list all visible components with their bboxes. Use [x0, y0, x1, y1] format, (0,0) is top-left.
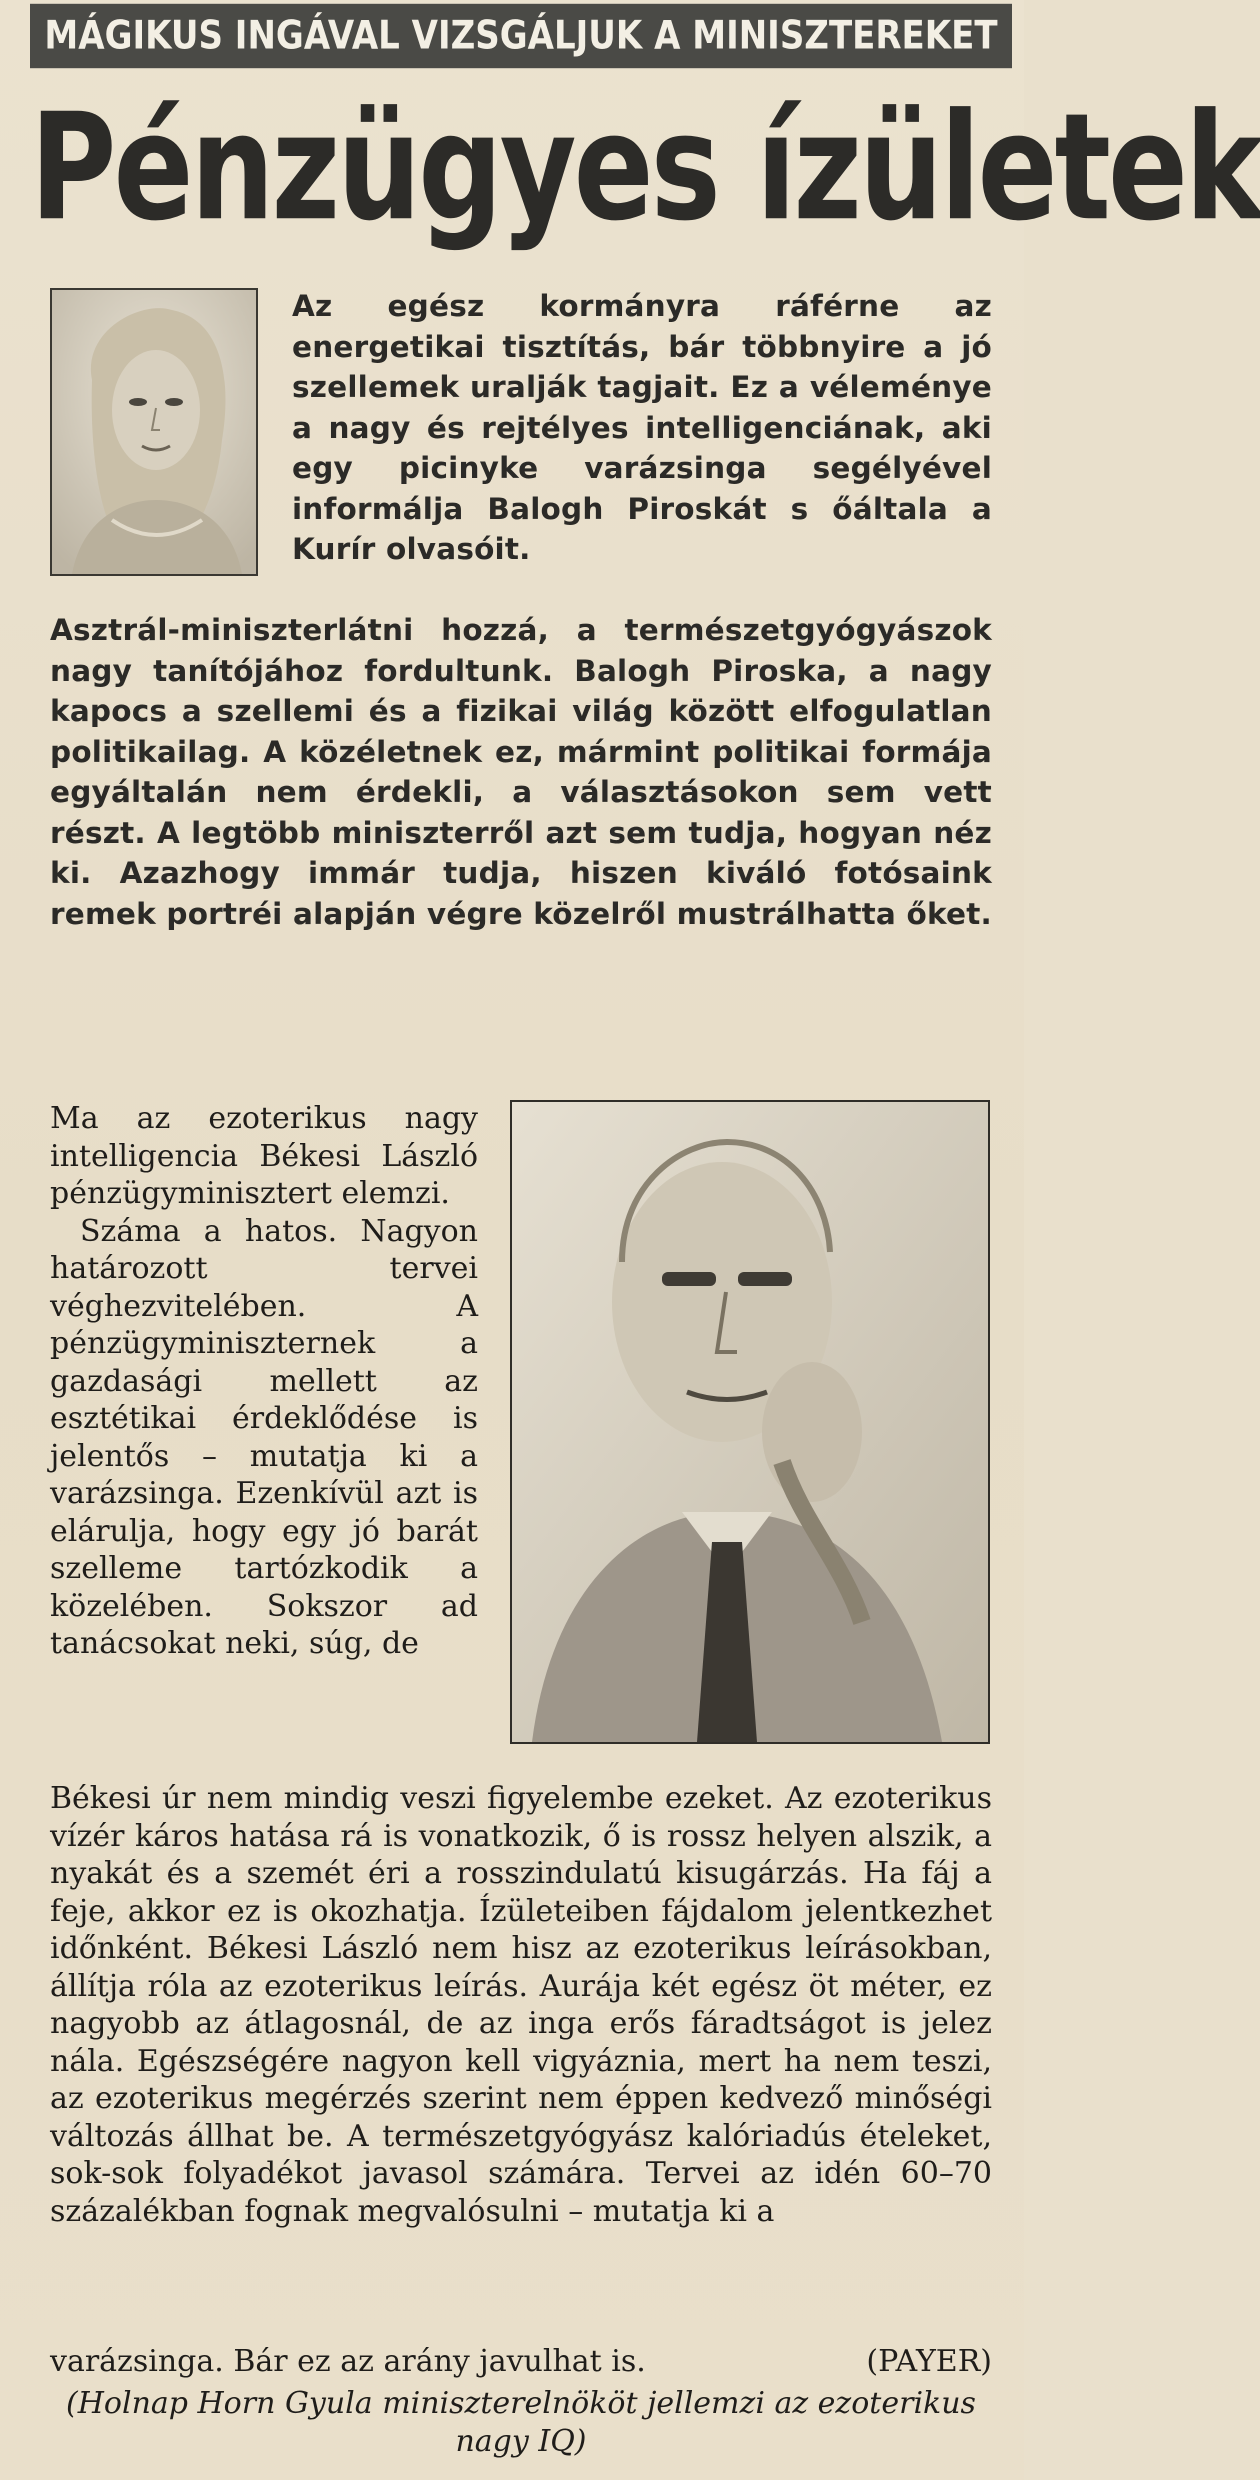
lead-paragraph-full: Asztrál-miniszterlátni hozzá, a természetgyógyászok nagy tanítójához fordultunk. Balogh Piroska, a nagy kapocs a szellemi és a fizikai világ között elfogulatlan politikailag. A közéletnek ez, mármint politikai formája egyáltalán nem érdekli, a választásokon sem vett részt. A legtöbb miniszterről azt sem tudja, hogyan néz ki. Azazhogy immár tudja, hiszen kiváló fotósaink remek portréi alapján végre közelről mustrálhatta őket. — [50, 613, 992, 931]
portrait-photo-bekesi-laszlo — [510, 1100, 990, 1744]
body-paragraph-2: Száma a hatos. Nagyon határozott tervei véghezvitelében. A pénzügyminiszternek a gazdasági mellett az esztétikai érdeklődése is jelentős – mutatja ki a varázsinga. Ezenkívül azt is elárulja, hogy egy jó barát szelleme tartózkodik a közelében. Sokszor ad tanácsokat neki, súg, de — [50, 1213, 478, 1661]
woman-portrait-image — [52, 290, 256, 574]
body-last-line: varázsinga. Bár ez az arány javulhat is. — [50, 2344, 646, 2379]
body-paragraph-intro: Ma az ezoterikus nagy intelligencia Békesi László pénzügyminisztert elemzi. — [50, 1101, 478, 1211]
next-issue-note — [50, 2385, 992, 2460]
next-issue-note-text: (Holnap Horn Gyula miniszterelnököt jellemzi az ezoterikus nagy IQ) — [66, 2386, 976, 2459]
body-column — [50, 1100, 478, 1663]
closing-line — [50, 2343, 992, 2381]
portrait-photo-balogh-piroska — [50, 288, 258, 576]
body-text-full-width — [50, 1780, 992, 2230]
lead-paragraph-wrapped: Az egész kormányra ráférne az energetikai tisztítás, bár többnyire a jó szellemek uralják tagjait. Ez a véleménye a nagy és rejtélyes intelligenciának, aki egy picinyke varázsinga segélyével informálja Balogh Piroskát s őáltala a Kurír olvasóit. — [292, 289, 992, 566]
body-paragraph-3: Békesi úr nem mindig veszi figyelembe ezeket. Az ezoterikus vízér káros hatása rá is vonatkozik, ő is rossz helyen alszik, a nyakát és a szemét éri a rosszindulatú kisugárzás. Ha fáj a feje, akkor ez is okozhatja. Ízületeiben fájdalom jelentkezhet időnként. Békesi László nem hisz az ezoterikus leírásokban, állítja róla az ezoterikus leírás. Aurája két egész öt méter, ez nagyobb az átlagosnál, de az inga erős fáradtságot is jelez nála. Egészségére nagyon kell vigyáznia, mert ha nem teszi, az ezoterikus megérzés szerint nem éppen kedvező minőségi változás állhat be. A természetgyógyász kalóriadús ételeket, sok-sok folyadékot javasol számára. Tervei az idén 60–70 százalékban fognak megvalósulni – mutatja ki a — [50, 1781, 992, 2229]
man-portrait-image — [512, 1102, 988, 1742]
kicker-banner: MÁGIKUS INGÁVAL VIZSGÁLJUK A MINISZTEREKET — [30, 4, 1012, 68]
headline: Pénzügyes ízületek — [30, 80, 1260, 254]
author-byline: (PAYER) — [866, 2344, 992, 2379]
